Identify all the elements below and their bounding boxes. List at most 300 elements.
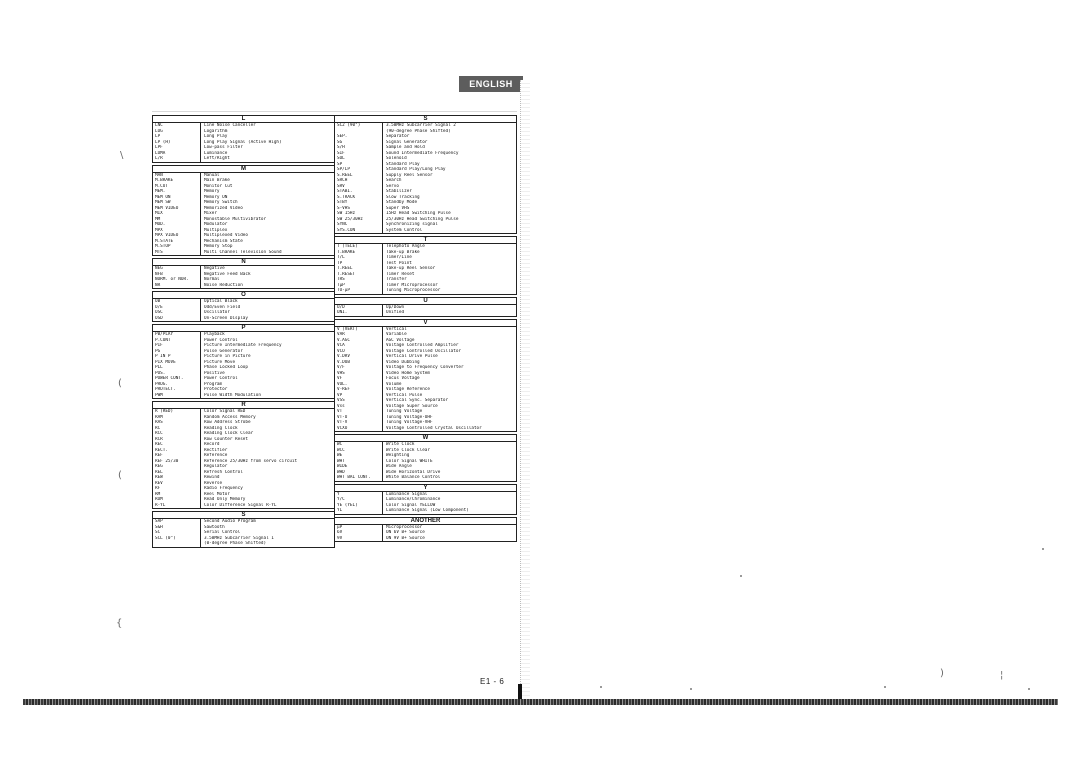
abbreviation-meaning: Voltage Controlled Crystal Oscillator — [386, 425, 482, 431]
abbreviation-meaning: Vertical — [386, 326, 407, 332]
abbreviation-row — [153, 250, 334, 256]
abbreviation: WIDE — [335, 464, 383, 470]
abbreviation-meaning: Pulse Width Modulation — [204, 392, 261, 398]
abbreviation: LOG — [153, 129, 201, 135]
abbreviation-meaning: Regulator — [204, 464, 228, 469]
abbreviation-row — [153, 541, 334, 547]
abbreviation-meaning: ON 9V B+ Source — [386, 535, 425, 541]
abbreviation: PROTECT. — [153, 387, 201, 393]
abbreviation: V.DRV — [335, 354, 383, 360]
abbreviation-meaning: Memory ON — [204, 194, 228, 200]
abbreviation-meaning: Signal Generator — [386, 139, 428, 145]
abbreviation-meaning: Search — [386, 178, 402, 183]
abbreviation-meaning: Picture Intermediate Frequency — [204, 343, 282, 348]
scan-speck — [690, 688, 692, 690]
abbreviation-meaning: Random Access Memory — [204, 414, 256, 420]
abbreviation-row — [153, 283, 334, 289]
abbreviation: T/L — [335, 255, 383, 261]
abbreviation-meaning: Supply Reel Sensor — [386, 172, 433, 178]
abbreviation: S/H — [335, 145, 383, 151]
abbreviation-meaning: Voltage to Frequency Converter — [386, 365, 464, 370]
abbreviation-meaning: Protector — [204, 387, 228, 392]
abbreviation-meaning: Reel Motor — [204, 491, 230, 497]
abbreviation-meaning: Write Clock — [386, 442, 415, 447]
abbreviation: SW 25/30Hz — [335, 217, 383, 223]
abbreviation-meaning: White Balance Control — [386, 475, 441, 480]
section-r — [152, 401, 335, 509]
abbreviation-column-left — [152, 115, 335, 550]
abbreviation: POWER CONT. — [153, 376, 201, 382]
abbreviation-meaning: Row Counter Reset — [204, 436, 248, 442]
abbreviation-meaning: Color Signal WHITE — [386, 458, 433, 464]
abbreviation: SIF — [335, 151, 383, 157]
abbreviation: RCR — [153, 437, 201, 443]
abbreviation: SRCH — [335, 178, 383, 184]
abbreviation: VT-V — [335, 420, 383, 426]
abbreviation: WHD — [335, 470, 383, 476]
section-letter-heading: V — [335, 320, 516, 327]
abbreviation: POS. — [153, 371, 201, 377]
abbreviation-meaning: Power Control — [204, 376, 238, 381]
section-v — [334, 319, 517, 433]
abbreviation-meaning: ON 6V B+ Source — [386, 530, 425, 535]
abbreviation-meaning: Sawtooth — [204, 524, 225, 530]
section-letter-heading: S — [335, 116, 516, 123]
page-spine — [520, 80, 530, 700]
section-n — [152, 258, 335, 289]
section-letter-heading: L — [153, 116, 334, 123]
abbreviation: TRS — [335, 277, 383, 283]
abbreviation-meaning: Telephoto Angle — [386, 244, 425, 249]
abbreviation: PIF — [153, 343, 201, 349]
abbreviation-meaning: Long Play Signal (Active High) — [204, 139, 282, 145]
abbreviation: T.REEL — [335, 266, 383, 272]
abbreviation: VCO — [335, 349, 383, 355]
abbreviation: V.DUB — [335, 360, 383, 366]
abbreviation-meaning: Servo — [386, 183, 399, 189]
abbreviation: O/E — [153, 305, 201, 311]
abbreviation-meaning: Super VHS — [386, 205, 410, 211]
abbreviation-meaning: Microprocessor — [386, 524, 423, 530]
abbreviation-meaning: Tuning Microprocessor — [386, 288, 441, 293]
abbreviation: M.BRAKE — [153, 178, 201, 184]
abbreviation-meaning: Refresh Control — [204, 469, 243, 475]
abbreviation: MTS — [153, 250, 201, 256]
abbreviation: R (RED) — [153, 409, 201, 415]
abbreviation: SC2 (90°) — [335, 123, 383, 129]
abbreviation-meaning: Reference — [204, 453, 228, 458]
abbreviation-meaning: Solenoid — [386, 156, 407, 161]
abbreviation-meaning: Multi Channel Television Sound — [204, 249, 282, 255]
abbreviation: TU-µP — [335, 288, 383, 294]
abbreviation-meaning: Luminance/Chrominance — [386, 497, 441, 502]
abbreviation-meaning: Low-pass Filter — [204, 145, 243, 150]
abbreviation: SCL (0°) — [153, 536, 201, 542]
abbreviation-meaning: Vertical Drive Pulse — [386, 354, 438, 359]
abbreviation: V (VERT) — [335, 327, 383, 333]
abbreviation: MPX — [153, 228, 201, 234]
abbreviation: Y/C — [335, 497, 383, 503]
abbreviation: VOL. — [335, 382, 383, 388]
abbreviation: TP — [335, 261, 383, 267]
abbreviation-meaning: System Control — [386, 227, 423, 233]
abbreviation-meaning: Rewind — [204, 475, 220, 480]
language-badge: ENGLISH — [459, 76, 523, 92]
abbreviation-meaning: 25/30Hz Head Switching Pulse — [386, 216, 459, 222]
abbreviation-meaning: Monostable Multivibrator — [204, 216, 267, 222]
abbreviation: Y — [335, 492, 383, 498]
abbreviation: MEM ON — [153, 195, 201, 201]
abbreviation-meaning: Multiplex — [204, 227, 228, 233]
abbreviation-meaning: Mechanism State — [204, 238, 243, 244]
abbreviation-meaning: Row Address Strobe — [204, 420, 251, 425]
abbreviation: SC — [153, 530, 201, 536]
abbreviation: SEP. — [335, 134, 383, 140]
abbreviation: RCC — [153, 431, 201, 437]
section-m — [152, 165, 335, 257]
abbreviation-meaning: Take-up Reel Sensor — [386, 266, 436, 271]
abbreviation: LP (H) — [153, 140, 201, 146]
abbreviation-meaning: Vertical Pulse — [386, 392, 423, 398]
abbreviation-meaning: Pulse Generator — [204, 348, 243, 354]
abbreviation-meaning: Timer Microprocessor — [386, 282, 438, 288]
abbreviation: MEM. — [153, 189, 201, 195]
abbreviation: ROM — [153, 497, 201, 503]
abbreviation-meaning: Take-up Brake — [386, 249, 420, 255]
abbreviation: µP — [335, 525, 383, 531]
abbreviation: NR — [153, 283, 201, 289]
abbreviation: V.AGC — [335, 338, 383, 344]
abbreviation-meaning: Weighting — [386, 453, 410, 458]
scan-edge-mark: ¦ — [1000, 670, 1004, 681]
abbreviation-meaning: Luminance Signal (Low Component) — [386, 508, 469, 513]
abbreviation-meaning: Positive — [204, 370, 225, 376]
abbreviation: M.STATE — [153, 239, 201, 245]
abbreviation-meaning: Normal — [204, 277, 220, 282]
abbreviation: VCA — [335, 343, 383, 349]
abbreviation-meaning: Color Signal YELLOW — [386, 502, 436, 508]
section-letter-heading: O — [153, 292, 334, 299]
abbreviation: P IN P — [153, 354, 201, 360]
abbreviation: VCXO — [335, 426, 383, 432]
abbreviation: SYNC — [335, 222, 383, 228]
abbreviation: V/F — [335, 365, 383, 371]
abbreviation: Vss — [335, 404, 383, 410]
abbreviation-meaning: Memory Switch — [204, 200, 238, 205]
abbreviation-meaning: Vertical Sync. Separator — [386, 398, 449, 403]
abbreviation: VT — [335, 409, 383, 415]
section-letter-heading: T — [335, 237, 516, 244]
abbreviation: T.BRAKE — [335, 250, 383, 256]
abbreviation-meaning: Variable — [386, 332, 407, 337]
abbreviation: WHT BAL CONT. — [335, 475, 383, 481]
abbreviation-meaning: Picture in Picture — [204, 354, 251, 359]
abbreviation: NEG — [153, 266, 201, 272]
abbreviation: RM — [153, 492, 201, 498]
abbreviation-row — [335, 288, 516, 294]
abbreviation: MPX VIDEO — [153, 233, 201, 239]
abbreviation: T (TELE) — [335, 244, 383, 250]
abbreviation-row — [153, 393, 334, 399]
abbreviation: P.CONT — [153, 338, 201, 344]
abbreviation-meaning: Tuning Voltage — [386, 409, 423, 414]
abbreviation: LNC — [153, 123, 201, 129]
abbreviation-meaning: Modulator — [204, 222, 228, 227]
abbreviation: REG — [153, 464, 201, 470]
abbreviation — [153, 541, 201, 547]
scan-speck — [740, 575, 742, 577]
abbreviation: MEM SW — [153, 200, 201, 206]
section-another — [334, 517, 517, 543]
abbreviation-meaning: Color Signal RED — [204, 409, 246, 414]
abbreviation-meaning: Logarithm — [204, 128, 228, 134]
section-letter-heading: Y — [335, 485, 516, 492]
abbreviation-row — [335, 508, 516, 514]
abbreviation: PWM — [153, 393, 201, 399]
abbreviation: REL — [153, 470, 201, 476]
abbreviation: S.TRACK — [335, 195, 383, 201]
abbreviation: LUMA — [153, 151, 201, 157]
abbreviation-meaning: Line Noise Canceller — [204, 123, 256, 128]
abbreviation-meaning: Up/Down — [386, 304, 405, 310]
abbreviation-row — [153, 503, 334, 509]
abbreviation-meaning: Test Point — [386, 260, 412, 266]
section-s — [152, 511, 335, 548]
section-o — [152, 291, 335, 322]
abbreviation: VP — [335, 393, 383, 399]
abbreviation-meaning: Write Clock Clear — [386, 447, 430, 453]
abbreviation: PLL — [153, 365, 201, 371]
section-p — [152, 324, 335, 399]
abbreviation: S-VHS — [335, 206, 383, 212]
scan-speck — [600, 686, 602, 688]
abbreviation: REV — [153, 481, 201, 487]
abbreviation-meaning: Negative Feed Back — [204, 271, 251, 277]
scan-edge-band — [23, 699, 1058, 705]
scan-speck — [1028, 688, 1030, 690]
abbreviation-meaning: Playback — [204, 332, 225, 337]
abbreviation: PIX MOVE — [153, 360, 201, 366]
abbreviation-meaning: Phase Locked Loop — [204, 365, 248, 370]
abbreviation: NORM. or NOR. — [153, 277, 201, 283]
abbreviation-meaning: Unified — [386, 310, 405, 315]
abbreviation-meaning: Memory — [204, 189, 220, 194]
abbreviation: REF 25/30 — [153, 459, 201, 465]
abbreviation: REC — [153, 442, 201, 448]
abbreviation: RECT. — [153, 448, 201, 454]
abbreviation: REW — [153, 475, 201, 481]
abbreviation: RAS — [153, 420, 201, 426]
abbreviation-meaning: Memorized Video — [204, 205, 243, 211]
abbreviation: RC — [153, 426, 201, 432]
section-s — [334, 115, 517, 234]
abbreviation: SYS.CON — [335, 228, 383, 234]
abbreviation: RF — [153, 486, 201, 492]
abbreviation: VHS — [335, 371, 383, 377]
abbreviation-meaning: On-Screen Display — [204, 315, 248, 321]
abbreviation: WCC — [335, 448, 383, 454]
abbreviation: LPF — [153, 145, 201, 151]
abbreviation: WE — [335, 453, 383, 459]
abbreviation-meaning: Main Brake — [204, 178, 230, 183]
abbreviation-meaning: 3.58MHz Subcarrier Signal 2 — [386, 123, 456, 128]
abbreviation-meaning: Radio Frequency — [204, 486, 243, 491]
abbreviation-row — [153, 156, 334, 162]
abbreviation-meaning: Second Audio Program — [204, 519, 256, 524]
abbreviation: NFB — [153, 272, 201, 278]
abbreviation-meaning: Manual — [204, 172, 220, 178]
abbreviation-meaning: Voltage Controlled Amplifier — [386, 343, 459, 348]
abbreviation: SOL — [335, 156, 383, 162]
abbreviation: T.RESET — [335, 272, 383, 278]
abbreviation-meaning: Voltage Super Source — [386, 403, 438, 409]
abbreviation: R-YL — [153, 503, 201, 509]
abbreviation-meaning: Record — [204, 442, 220, 447]
abbreviation-meaning: 3.58MHz Subcarrier Signal 1 — [204, 535, 274, 541]
abbreviation-meaning: Luminance — [204, 150, 228, 156]
abbreviation-meaning: AGC Voltage — [386, 337, 415, 343]
section-y — [334, 484, 517, 515]
abbreviation: VF — [335, 376, 383, 382]
abbreviation-meaning: Transfer — [386, 277, 407, 282]
abbreviation: OSD — [153, 316, 201, 322]
abbreviation: SRV — [335, 184, 383, 190]
abbreviation-meaning: Reading Clock — [204, 425, 238, 431]
abbreviation-meaning: Tuning Voltage-UHF — [386, 414, 433, 420]
section-letter-heading: P — [153, 325, 334, 332]
section-t — [334, 236, 517, 295]
abbreviation: MIX — [153, 211, 201, 217]
page-number: E1 - 6 — [480, 677, 505, 686]
abbreviation: M.STOP — [153, 244, 201, 250]
top-rule — [152, 111, 517, 112]
abbreviation-meaning: Separator — [386, 134, 410, 139]
scan-edge-mark: { — [116, 618, 123, 629]
abbreviation: S&H — [153, 525, 201, 531]
abbreviation-meaning: Stabilizer — [386, 189, 412, 194]
abbreviation-meaning: Standby Mode — [386, 200, 418, 205]
abbreviation-meaning: (90-degree Phase Shifted) — [386, 128, 451, 134]
abbreviation-meaning: Timer Reset — [386, 271, 415, 277]
abbreviation-meaning: Standard Play/Long Play — [386, 167, 446, 172]
abbreviation: LP — [153, 134, 201, 140]
scan-edge-mark: ) — [940, 668, 944, 679]
abbreviation: V-REF — [335, 387, 383, 393]
abbreviation-meaning: Video Dubbing — [386, 359, 420, 365]
abbreviation-meaning: Picture Move — [204, 359, 236, 365]
abbreviation: UNI. — [335, 310, 383, 316]
abbreviation-meaning: Sample and Hold — [386, 145, 425, 150]
abbreviation: WC — [335, 442, 383, 448]
abbreviation-meaning: Reverse — [204, 480, 223, 486]
section-letter-heading: N — [153, 259, 334, 266]
abbreviation-meaning: Wide Horizontal Drive — [386, 469, 441, 475]
abbreviation-meaning: Voltage Reference — [386, 387, 430, 392]
abbreviation-meaning: Standard Play — [386, 161, 420, 167]
abbreviation: MAN — [153, 173, 201, 179]
section-letter-heading: W — [335, 435, 516, 442]
scan-speck — [884, 686, 886, 688]
section-u — [334, 297, 517, 317]
abbreviation: STABI. — [335, 189, 383, 195]
abbreviation-meaning: Multiplexed Video — [204, 233, 248, 238]
abbreviation-meaning: Noise Reduction — [204, 282, 243, 288]
abbreviation-row — [335, 536, 516, 542]
abbreviation-meaning: Power Control — [204, 337, 238, 343]
abbreviation: TµP — [335, 283, 383, 289]
abbreviation: MM — [153, 217, 201, 223]
scan-edge-mark: \ — [120, 150, 124, 161]
abbreviation: MEM VIDEO — [153, 206, 201, 212]
abbreviation: VAR — [335, 332, 383, 338]
abbreviation-meaning: Wide Angle — [386, 464, 412, 469]
abbreviation-row — [335, 228, 516, 234]
abbreviation: MOD. — [153, 222, 201, 228]
abbreviation-meaning: Reading Clock Clear — [204, 431, 254, 436]
abbreviation: SW 15Hz — [335, 211, 383, 217]
abbreviation-meaning: Color Difference Signal R-YL — [204, 502, 277, 508]
abbreviation-meaning: Tuning Voltage-VHF — [386, 420, 433, 425]
section-letter-heading: U — [335, 298, 516, 305]
scan-edge-mark: ( — [118, 378, 122, 389]
abbreviation-meaning: Sound Intermediate Frequency — [386, 150, 459, 156]
abbreviation: YE (YEL) — [335, 503, 383, 509]
abbreviation-meaning: Read Only Memory — [204, 497, 246, 502]
abbreviation: SP/LP — [335, 167, 383, 173]
abbreviation-meaning: Volume — [386, 381, 402, 387]
abbreviation: 6V — [335, 530, 383, 536]
section-letter-heading: S — [153, 512, 334, 519]
scan-edge-mark: ( — [118, 470, 122, 481]
abbreviation-row — [335, 310, 516, 316]
abbreviation-meaning: Memory Stop — [204, 244, 233, 249]
abbreviation-meaning: Odd/Even Field — [204, 304, 241, 310]
abbreviation: M.CUT — [153, 184, 201, 190]
abbreviation-meaning: Luminance Signal — [386, 491, 428, 497]
abbreviation-meaning: Long Play — [204, 134, 228, 139]
abbreviation: U/D — [335, 305, 383, 311]
abbreviation: PG — [153, 349, 201, 355]
abbreviation-row — [153, 316, 334, 322]
abbreviation-meaning: Program — [204, 381, 223, 387]
scan-speck — [1042, 548, 1044, 550]
abbreviation: OB — [153, 299, 201, 305]
abbreviation-meaning: 15Hz Head Switching Pulse — [386, 211, 451, 216]
abbreviation-meaning: Left/Right — [204, 156, 230, 161]
abbreviation-meaning: Optical Black — [204, 299, 238, 304]
abbreviation: WHT — [335, 459, 383, 465]
abbreviation: YL — [335, 508, 383, 514]
abbreviation: S.REEL — [335, 173, 383, 179]
abbreviation-meaning: (0-degree Phase Shifted) — [204, 541, 267, 546]
abbreviation-meaning: Mixer — [204, 211, 217, 216]
abbreviation-meaning: Negative — [204, 266, 225, 271]
abbreviation-meaning: Voltage Controlled Oscillator — [386, 348, 462, 354]
abbreviation-meaning: Rectifier — [204, 447, 228, 453]
abbreviation: VT-U — [335, 415, 383, 421]
abbreviation: RAM — [153, 415, 201, 421]
abbreviation: OSC — [153, 310, 201, 316]
section-l — [152, 115, 335, 163]
abbreviation: SAP — [153, 519, 201, 525]
section-letter-heading: ANOTHER — [335, 518, 516, 525]
abbreviation-meaning: Reference 25/30Hz from servo circuit — [204, 458, 298, 464]
abbreviation: REF — [153, 453, 201, 459]
abbreviation-meaning: Serial Control — [204, 530, 241, 535]
abbreviation-meaning: Slow Tracking — [386, 194, 420, 200]
abbreviation-row — [335, 426, 516, 432]
abbreviation-row — [335, 475, 516, 481]
